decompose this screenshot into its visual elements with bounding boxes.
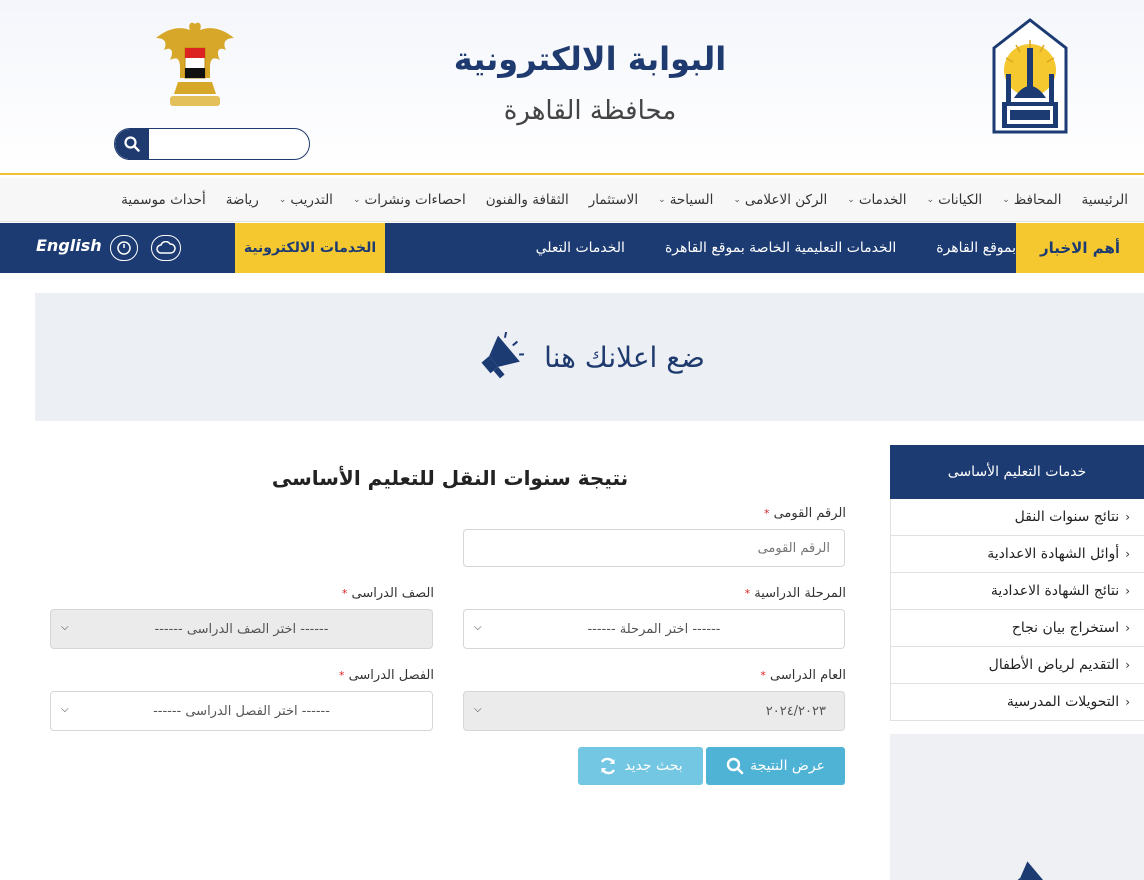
sidebar-item-label: نتائج سنوات النقل xyxy=(1014,509,1120,525)
national-id-input[interactable] xyxy=(478,541,830,556)
nav-label: الثقافة والفنون xyxy=(485,192,569,208)
nav-item-services[interactable] xyxy=(837,192,916,208)
nav-item-tourism[interactable] xyxy=(648,192,723,208)
nav-label: السياحة xyxy=(669,192,714,208)
label-text: العام الدراسى xyxy=(769,668,846,683)
cairo-governorate-logo[interactable] xyxy=(990,18,1070,134)
sidebar-item-label: التحويلات المدرسية xyxy=(1006,694,1120,710)
nav-label: الكيانات xyxy=(938,192,983,208)
search-button[interactable] xyxy=(115,129,149,159)
chevron-down-icon: ⌄ xyxy=(278,195,287,205)
megaphone-icon xyxy=(474,332,524,382)
select-value: ٢٠٢٤/٢٠٢٣ xyxy=(765,703,826,719)
chevron-left-icon: ‹ xyxy=(1125,510,1130,524)
sidebar-item-label: استخراج بيان نجاح xyxy=(1011,620,1120,636)
chevron-left-icon: ‹ xyxy=(1125,584,1130,598)
search-box xyxy=(114,128,310,160)
year-select[interactable] xyxy=(463,691,845,731)
nav-label: الخدمات xyxy=(858,192,907,208)
ticker-item[interactable]: الخدمات التعليمية الخاصة بموقع القاهرة xyxy=(664,240,897,256)
chevron-left-icon: ‹ xyxy=(1125,621,1130,635)
national-id-label xyxy=(700,506,846,521)
sidebar-item-label: أوائل الشهادة الاعدادية xyxy=(987,546,1120,562)
label-text: الرقم القومى xyxy=(773,506,846,521)
news-ticker[interactable] xyxy=(385,223,1016,273)
term-select[interactable] xyxy=(50,691,433,731)
nav-item-statistics[interactable] xyxy=(343,192,476,208)
show-result-button[interactable] xyxy=(706,747,845,785)
nav-item-seasonal[interactable] xyxy=(111,192,216,208)
select-value: ------ اختر الفصل الدراسى ------ xyxy=(153,703,330,719)
site-header xyxy=(0,0,1144,175)
eservices-button[interactable]: الخدمات الالكترونية xyxy=(235,223,385,273)
sidebar-menu xyxy=(890,499,1144,721)
refresh-icon xyxy=(598,756,618,776)
chevron-left-icon: ‹ xyxy=(1125,695,1130,709)
term-label xyxy=(290,668,434,683)
sidebar-item-school-transfers[interactable] xyxy=(891,684,1144,721)
english-language-link[interactable]: English xyxy=(36,236,102,255)
chevron-down-icon: ⌄ xyxy=(926,195,935,205)
grade-label xyxy=(290,586,434,601)
button-label: عرض النتيجة xyxy=(750,758,825,774)
nav-item-entities[interactable] xyxy=(917,192,993,208)
label-text: الصف الدراسى xyxy=(351,586,434,601)
chevron-down-icon: ⌵ xyxy=(61,704,69,715)
ticker-item[interactable]: الخدمات التعلي xyxy=(535,240,625,256)
nav-label: احصاءات ونشرات xyxy=(364,192,466,208)
required-mark: * xyxy=(763,507,770,520)
chevron-down-icon: ⌵ xyxy=(474,622,482,633)
clock-icon[interactable] xyxy=(110,235,138,261)
label-text: الفصل الدراسى xyxy=(348,668,434,683)
nav-label: الاستثمار xyxy=(588,192,639,208)
nav-label: الرئيسية xyxy=(1081,192,1128,208)
sidebar-item-label: التقديم لرياض الأطفال xyxy=(988,657,1120,673)
search-icon xyxy=(124,136,140,152)
nav-label: أحداث موسمية xyxy=(121,192,206,208)
chevron-down-icon: ⌄ xyxy=(1002,195,1010,205)
nav-item-sports[interactable] xyxy=(216,192,269,208)
chevron-left-icon: ‹ xyxy=(1125,658,1130,672)
main-navigation xyxy=(0,178,1144,222)
sidebar-item-kindergarten[interactable] xyxy=(891,647,1144,684)
label-text: المرحلة الدراسية xyxy=(754,586,846,601)
chevron-down-icon: ⌵ xyxy=(61,622,69,633)
select-value: ------ اختر الصف الدراسى ------ xyxy=(154,621,329,637)
top-news-label: أهم الاخبار xyxy=(1016,223,1144,273)
stage-label xyxy=(700,586,846,601)
national-id-field xyxy=(463,529,845,567)
required-mark: * xyxy=(338,669,345,682)
nav-item-investment[interactable] xyxy=(579,192,648,208)
select-value: ------ اختر المرحلة ------ xyxy=(587,621,721,637)
cloud-icon[interactable] xyxy=(151,235,181,261)
nav-item-governor[interactable] xyxy=(992,192,1071,208)
sidebar-title: خدمات التعليم الأساسى xyxy=(890,445,1144,499)
form-title: نتيجة سنوات النقل للتعليم الأساسى xyxy=(271,466,629,490)
nav-label: التدريب xyxy=(290,192,333,208)
chevron-down-icon: ⌄ xyxy=(352,195,361,205)
sidebar-item-prep-top[interactable] xyxy=(891,536,1144,573)
egypt-eagle-emblem xyxy=(150,16,240,110)
nav-item-culture[interactable] xyxy=(476,192,579,208)
ad-text: ضع اعلانك هنا xyxy=(544,340,705,374)
search-icon xyxy=(726,757,744,775)
nav-label: رياضة xyxy=(225,192,259,208)
new-search-button[interactable] xyxy=(578,747,703,785)
grade-select[interactable] xyxy=(50,609,433,649)
ad-banner[interactable] xyxy=(35,293,1144,421)
chevron-down-icon: ⌄ xyxy=(733,195,741,205)
nav-item-media[interactable] xyxy=(723,192,837,208)
sidebar-ad-box[interactable] xyxy=(890,734,1144,880)
nav-label: المحافظ xyxy=(1013,192,1062,208)
nav-item-home[interactable] xyxy=(1072,192,1139,208)
required-mark: * xyxy=(341,587,348,600)
sidebar-item-prep-results[interactable] xyxy=(891,573,1144,610)
sidebar-item-success-statement[interactable] xyxy=(891,610,1144,647)
ticker-item[interactable]: بموقع القاهرة xyxy=(936,240,1016,256)
site-subtitle: محافظة القاهرة xyxy=(503,96,677,126)
chevron-left-icon: ‹ xyxy=(1125,547,1130,561)
site-title: البوابة الالكترونية xyxy=(453,40,727,78)
chevron-down-icon: ⌄ xyxy=(658,195,666,205)
search-input[interactable] xyxy=(151,129,307,159)
nav-item-training[interactable] xyxy=(269,192,343,208)
required-mark: * xyxy=(760,669,766,682)
megaphone-icon xyxy=(1010,860,1050,880)
chevron-down-icon: ⌵ xyxy=(474,704,482,715)
sidebar-item-transfer-results[interactable] xyxy=(891,499,1144,536)
button-label: بحث جديد xyxy=(624,758,683,774)
stage-select[interactable] xyxy=(463,609,845,649)
chevron-down-icon: ⌄ xyxy=(847,195,855,205)
sidebar-item-label: نتائج الشهادة الاعدادية xyxy=(990,583,1120,599)
year-label xyxy=(700,668,846,683)
nav-label: الركن الاعلامى xyxy=(744,192,828,208)
required-mark: * xyxy=(744,587,751,600)
news-ticker-bar xyxy=(0,223,1144,273)
